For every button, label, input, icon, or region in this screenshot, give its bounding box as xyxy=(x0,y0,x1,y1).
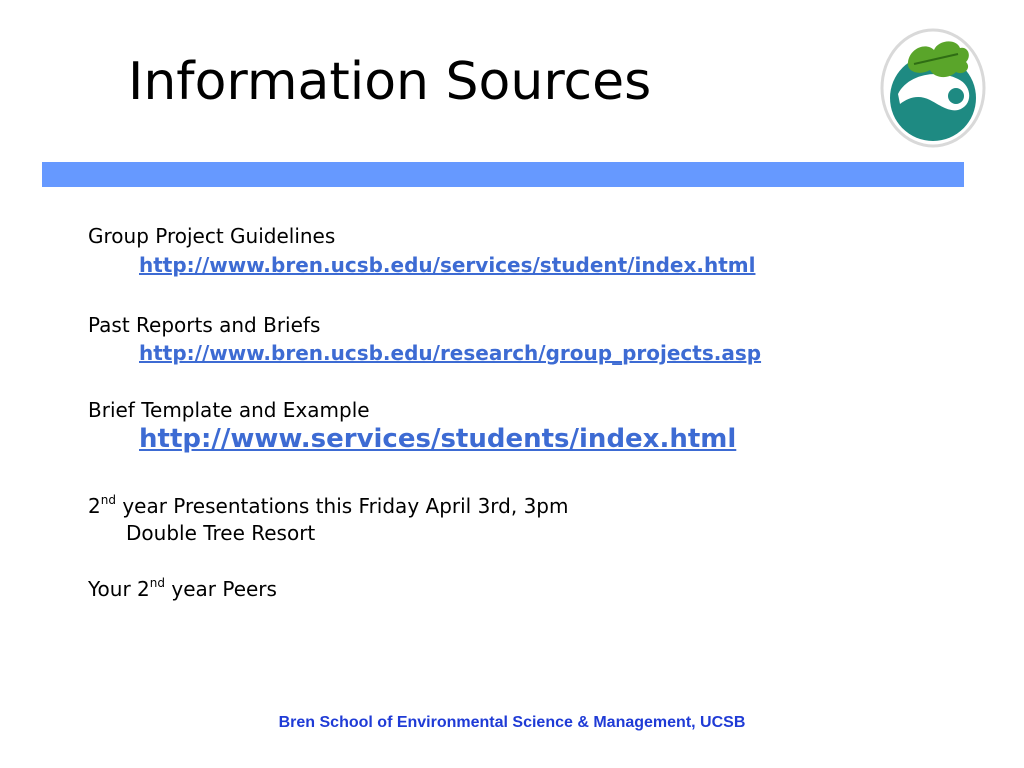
item-label-guidelines: Group Project Guidelines xyxy=(88,224,336,248)
peers-text: year Peers xyxy=(165,577,277,601)
presentations-text: year Presentations this Friday April 3rd, 3pm xyxy=(115,494,569,518)
presentations-number: 2 xyxy=(88,494,101,518)
item-label-past-reports: Past Reports and Briefs xyxy=(88,313,321,337)
slide-title: Information Sources xyxy=(128,52,652,112)
presentations-suffix: nd xyxy=(100,493,116,507)
peers-line xyxy=(88,576,277,601)
item-label-brief-template: Brief Template and Example xyxy=(88,398,370,422)
peers-suffix: nd xyxy=(149,576,166,590)
bren-school-logo-icon xyxy=(878,24,988,148)
peers-prefix: Your 2 xyxy=(88,577,150,601)
link-guidelines[interactable]: http://www.bren.ucsb.edu/services/student/index.html xyxy=(139,253,756,277)
presentations-line xyxy=(88,493,569,518)
footer-credit: Bren School of Environmental Science & Management, UCSB xyxy=(278,714,746,731)
header-band xyxy=(42,162,964,187)
link-brief-template[interactable]: http://www.services/students/index.html xyxy=(139,424,737,454)
presentations-location: Double Tree Resort xyxy=(126,521,316,545)
link-past-reports[interactable]: http://www.bren.ucsb.edu/research/group_projects.asp xyxy=(139,341,762,365)
